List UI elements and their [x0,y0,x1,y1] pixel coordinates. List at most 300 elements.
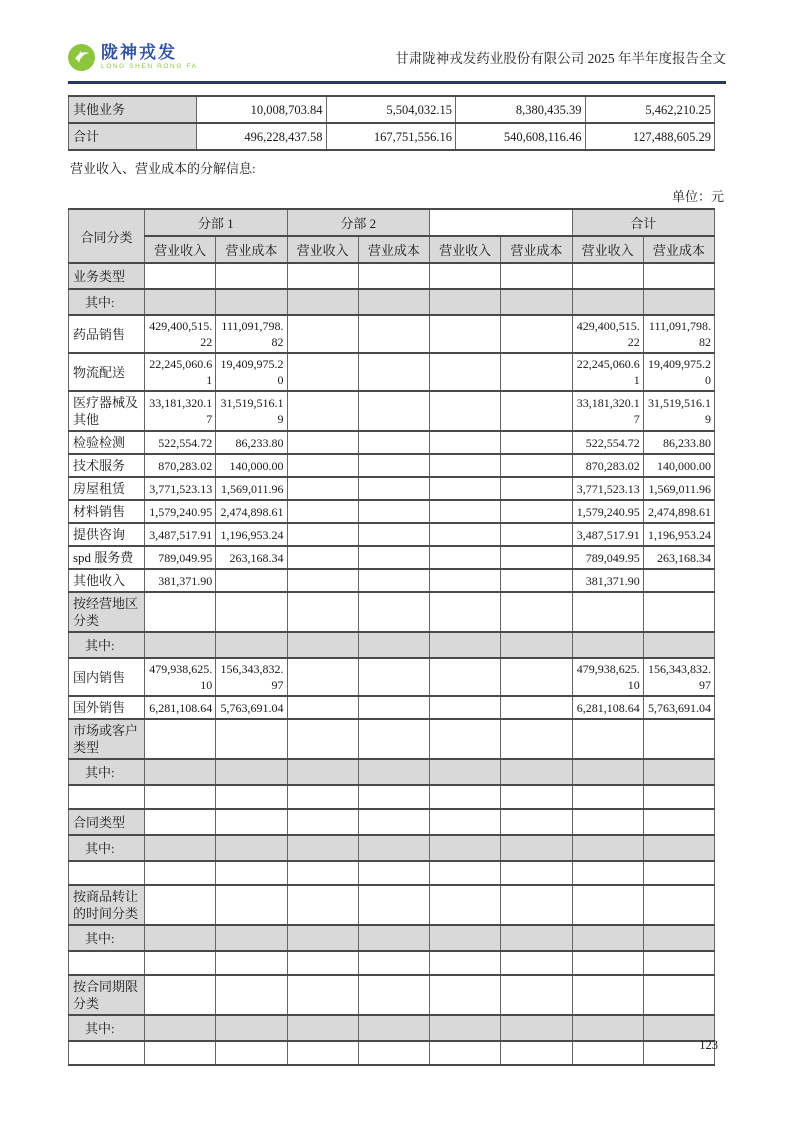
amount-cell [501,885,572,925]
table-row [69,1041,715,1065]
amount-cell: 789,049.95 [145,546,216,569]
amount-cell: 3,487,517.91 [572,523,643,546]
amount-cell: 5,504,032.15 [326,96,456,123]
amount-cell [572,263,643,289]
amount-cell: 522,554.72 [145,431,216,454]
amount-cell [287,1041,358,1065]
amount-cell: 156,343,832.97 [643,658,714,696]
table-row [69,809,715,835]
amount-cell: 1,579,240.95 [145,500,216,523]
amount-cell [501,391,572,431]
amount-cell [430,315,501,353]
amount-cell [643,263,714,289]
amount-cell: 6,281,108.64 [145,696,216,719]
amount-cell: 111,091,798.82 [216,315,287,353]
group-header [430,209,573,236]
amount-cell: 167,751,556.16 [326,123,456,150]
amount-cell [430,546,501,569]
amount-cell: 140,000.00 [643,454,714,477]
table-row [69,592,715,632]
amount-cell [430,391,501,431]
row-label: 国内销售 [69,658,145,696]
amount-cell [287,1015,358,1041]
amount-cell [358,1015,429,1041]
amount-cell [572,592,643,632]
amount-cell [501,835,572,861]
amount-cell [358,431,429,454]
amount-cell [145,925,216,951]
amount-cell [287,263,358,289]
amount-cell: 22,245,060.61 [145,353,216,391]
amount-cell [287,809,358,835]
amount-cell: 19,409,975.20 [216,353,287,391]
amount-cell [358,759,429,785]
amount-cell [430,1041,501,1065]
amount-cell [216,1041,287,1065]
amount-cell [358,809,429,835]
amount-cell [430,759,501,785]
amount-cell: 127,488,605.29 [585,123,715,150]
table-row [69,477,715,500]
amount-cell [358,1041,429,1065]
amount-cell [358,632,429,658]
row-label: 物流配送 [69,353,145,391]
column-header: 营业收入 [430,236,501,263]
amount-cell [287,861,358,885]
table-row [69,569,715,592]
amount-cell: 22,245,060.61 [572,353,643,391]
amount-cell [358,975,429,1015]
amount-cell [501,289,572,315]
amount-cell [216,289,287,315]
amount-cell [287,500,358,523]
row-label [69,951,145,975]
amount-cell [430,658,501,696]
table-row [69,500,715,523]
amount-cell [430,975,501,1015]
amount-cell [430,632,501,658]
table-row [69,353,715,391]
table-row [69,951,715,975]
amount-cell [501,951,572,975]
amount-cell [216,569,287,592]
table-row [69,719,715,759]
amount-cell [216,885,287,925]
amount-cell [643,925,714,951]
amount-cell [145,951,216,975]
row-label: 国外销售 [69,696,145,719]
row-label [69,861,145,885]
amount-cell [572,632,643,658]
row-label: 其中: [69,925,145,951]
amount-cell [501,658,572,696]
amount-cell [643,885,714,925]
amount-cell: 1,569,011.96 [643,477,714,500]
amount-cell: 429,400,515.22 [145,315,216,353]
header-row [69,209,715,236]
amount-cell [501,785,572,809]
amount-cell [287,719,358,759]
amount-cell: 263,168.34 [216,546,287,569]
row-label: 按经营地区分类 [69,592,145,632]
amount-cell [572,861,643,885]
row-label: 业务类型 [69,263,145,289]
logo-en-text: LONG SHEN RONG FA [101,63,198,71]
amount-cell [572,885,643,925]
amount-cell [287,658,358,696]
amount-cell [430,454,501,477]
logo-bird-icon [68,44,95,71]
page-header [68,0,726,84]
amount-cell [216,1015,287,1041]
amount-cell [216,592,287,632]
row-label: 材料销售 [69,500,145,523]
amount-cell [572,1041,643,1065]
amount-cell [287,951,358,975]
amount-cell: 5,462,210.25 [585,96,715,123]
unit-label: 单位：元 [671,189,724,204]
amount-cell [145,885,216,925]
amount-cell: 429,400,515.22 [572,315,643,353]
amount-cell [145,809,216,835]
amount-cell [287,975,358,1015]
row-label: 医疗器械及其他 [69,391,145,431]
amount-cell [501,431,572,454]
amount-cell [216,759,287,785]
report-page [68,0,726,1066]
amount-cell [145,785,216,809]
amount-cell [287,546,358,569]
amount-cell: 3,771,523.13 [145,477,216,500]
amount-cell [145,1041,216,1065]
amount-cell [572,785,643,809]
amount-cell [358,719,429,759]
amount-cell [145,1015,216,1041]
amount-cell: 86,233.80 [643,431,714,454]
amount-cell: 381,371.90 [145,569,216,592]
amount-cell: 3,771,523.13 [572,477,643,500]
amount-cell [287,925,358,951]
table-row [69,546,715,569]
table-row [69,96,715,123]
amount-cell [216,925,287,951]
amount-cell: 1,196,953.24 [216,523,287,546]
amount-cell [145,759,216,785]
amount-cell [287,696,358,719]
amount-cell [501,263,572,289]
amount-cell [287,835,358,861]
row-label: spd 服务费 [69,546,145,569]
amount-cell [287,592,358,632]
table-row [69,785,715,809]
amount-cell [287,454,358,477]
amount-cell: 870,283.02 [572,454,643,477]
amount-cell [358,592,429,632]
amount-cell: 496,228,437.58 [197,123,327,150]
amount-cell [430,569,501,592]
table-row [69,861,715,885]
amount-cell [643,289,714,315]
report-title: 甘肃陇神戎发药业股份有限公司 2025 年半年度报告全文 [395,51,726,66]
amount-cell [430,592,501,632]
amount-cell [287,785,358,809]
amount-cell [430,809,501,835]
corner-header: 合同分类 [69,209,145,263]
row-label: 其中: [69,1015,145,1041]
amount-cell [501,523,572,546]
amount-cell [216,835,287,861]
amount-cell [501,454,572,477]
amount-cell [430,477,501,500]
table-row [69,431,715,454]
amount-cell [572,289,643,315]
amount-cell: 789,049.95 [572,546,643,569]
header-rule [68,81,726,84]
amount-cell [216,263,287,289]
amount-cell [216,861,287,885]
amount-cell [216,975,287,1015]
amount-cell [501,546,572,569]
amount-cell [145,263,216,289]
amount-cell [287,289,358,315]
amount-cell [572,809,643,835]
amount-cell [643,592,714,632]
amount-cell: 5,763,691.04 [216,696,287,719]
amount-cell [287,523,358,546]
amount-cell [430,263,501,289]
amount-cell [501,925,572,951]
amount-cell [287,477,358,500]
amount-cell [430,431,501,454]
amount-cell [287,632,358,658]
amount-cell [430,696,501,719]
amount-cell [501,592,572,632]
row-label: 其中: [69,289,145,315]
amount-cell: 1,579,240.95 [572,500,643,523]
amount-cell [430,885,501,925]
amount-cell [643,719,714,759]
amount-cell: 156,343,832.97 [216,658,287,696]
amount-cell [643,569,714,592]
table-row [69,123,715,150]
amount-cell [501,759,572,785]
amount-cell [572,759,643,785]
amount-cell [501,353,572,391]
amount-cell [501,696,572,719]
table-row [69,696,715,719]
table-row [69,975,715,1015]
amount-cell [643,809,714,835]
group-header: 合计 [572,209,715,236]
row-label: 按合同期限分类 [69,975,145,1015]
table-row [69,835,715,861]
row-label: 其中: [69,759,145,785]
amount-cell [358,658,429,696]
amount-cell [430,951,501,975]
amount-cell [216,719,287,759]
amount-cell [216,632,287,658]
amount-cell: 6,281,108.64 [572,696,643,719]
amount-cell: 540,608,116.46 [456,123,586,150]
amount-cell [358,925,429,951]
amount-cell [287,391,358,431]
row-label: 合同类型 [69,809,145,835]
amount-cell: 522,554.72 [572,431,643,454]
amount-cell [501,569,572,592]
amount-cell [287,431,358,454]
amount-cell [358,289,429,315]
row-label [69,1041,145,1065]
amount-cell: 33,181,320.17 [145,391,216,431]
section-intro: 营业收入、营业成本的分解信息: [70,161,256,176]
row-label: 市场或客户类型 [69,719,145,759]
amount-cell [358,785,429,809]
row-label: 按商品转让的时间分类 [69,885,145,925]
amount-cell [145,719,216,759]
row-label: 其他收入 [69,569,145,592]
amount-cell: 263,168.34 [643,546,714,569]
amount-cell [643,861,714,885]
table-row [69,885,715,925]
amount-cell [358,861,429,885]
logo-cn-text: 陇神戎发 [101,43,177,63]
amount-cell [430,500,501,523]
amount-cell [216,785,287,809]
group-header: 分部 1 [145,209,288,236]
column-header: 营业收入 [287,236,358,263]
column-header: 营业成本 [216,236,287,263]
amount-cell: 3,487,517.91 [145,523,216,546]
amount-cell: 5,763,691.04 [643,696,714,719]
amount-cell [643,785,714,809]
table-row [69,658,715,696]
column-header: 营业成本 [358,236,429,263]
table-row [69,454,715,477]
amount-cell [358,835,429,861]
amount-cell [501,500,572,523]
amount-cell: 10,008,703.84 [197,96,327,123]
amount-cell [358,523,429,546]
column-header: 营业成本 [501,236,572,263]
amount-cell: 870,283.02 [145,454,216,477]
amount-cell [572,975,643,1015]
row-label: 其他业务 [69,96,197,123]
amount-cell [430,861,501,885]
amount-cell [358,951,429,975]
row-label: 技术服务 [69,454,145,477]
amount-cell [287,315,358,353]
amount-cell [501,1041,572,1065]
amount-cell [430,925,501,951]
header-row [69,236,715,263]
amount-cell [358,500,429,523]
amount-cell [358,315,429,353]
amount-cell [145,975,216,1015]
amount-cell [430,353,501,391]
table-row [69,263,715,289]
amount-cell [287,759,358,785]
row-label: 药品销售 [69,315,145,353]
amount-cell [643,632,714,658]
company-logo [68,44,198,71]
amount-cell: 479,938,625.10 [145,658,216,696]
table-row [69,1015,715,1041]
amount-cell [145,861,216,885]
amount-cell [216,809,287,835]
amount-cell [501,861,572,885]
amount-cell [358,391,429,431]
amount-cell: 33,181,320.17 [572,391,643,431]
amount-cell [430,719,501,759]
table-row [69,523,715,546]
page-number: 123 [699,1038,718,1052]
table-row [69,391,715,431]
amount-cell [430,1015,501,1041]
amount-cell [430,785,501,809]
amount-cell [430,289,501,315]
amount-cell [572,1015,643,1041]
amount-cell [501,1015,572,1041]
amount-cell [643,975,714,1015]
amount-cell: 31,519,516.19 [216,391,287,431]
amount-cell [145,632,216,658]
amount-cell: 479,938,625.10 [572,658,643,696]
column-header: 营业收入 [145,236,216,263]
amount-cell: 1,569,011.96 [216,477,287,500]
group-header: 分部 2 [287,209,430,236]
amount-cell [145,289,216,315]
amount-cell [643,759,714,785]
amount-cell [501,315,572,353]
amount-cell [358,885,429,925]
revenue-breakdown-table [68,208,715,1066]
amount-cell: 381,371.90 [572,569,643,592]
column-header: 营业收入 [572,236,643,263]
amount-cell [287,885,358,925]
amount-cell [501,632,572,658]
amount-cell [216,951,287,975]
amount-cell [430,523,501,546]
amount-cell [358,696,429,719]
row-label [69,785,145,809]
amount-cell [358,454,429,477]
amount-cell [145,835,216,861]
amount-cell: 86,233.80 [216,431,287,454]
amount-cell: 111,091,798.82 [643,315,714,353]
row-label: 房屋租赁 [69,477,145,500]
row-label: 提供咨询 [69,523,145,546]
table-row [69,315,715,353]
table-row [69,289,715,315]
amount-cell [643,835,714,861]
table-row [69,759,715,785]
row-label: 其中: [69,835,145,861]
amount-cell [501,975,572,1015]
amount-cell [572,951,643,975]
table-row [69,925,715,951]
amount-cell [501,719,572,759]
amount-cell: 1,196,953.24 [643,523,714,546]
amount-cell [358,546,429,569]
row-label: 合计 [69,123,197,150]
amount-cell [572,719,643,759]
amount-cell [572,835,643,861]
row-label: 检验检测 [69,431,145,454]
amount-cell: 2,474,898.61 [643,500,714,523]
amount-cell: 8,380,435.39 [456,96,586,123]
table-row [69,632,715,658]
amount-cell [643,951,714,975]
